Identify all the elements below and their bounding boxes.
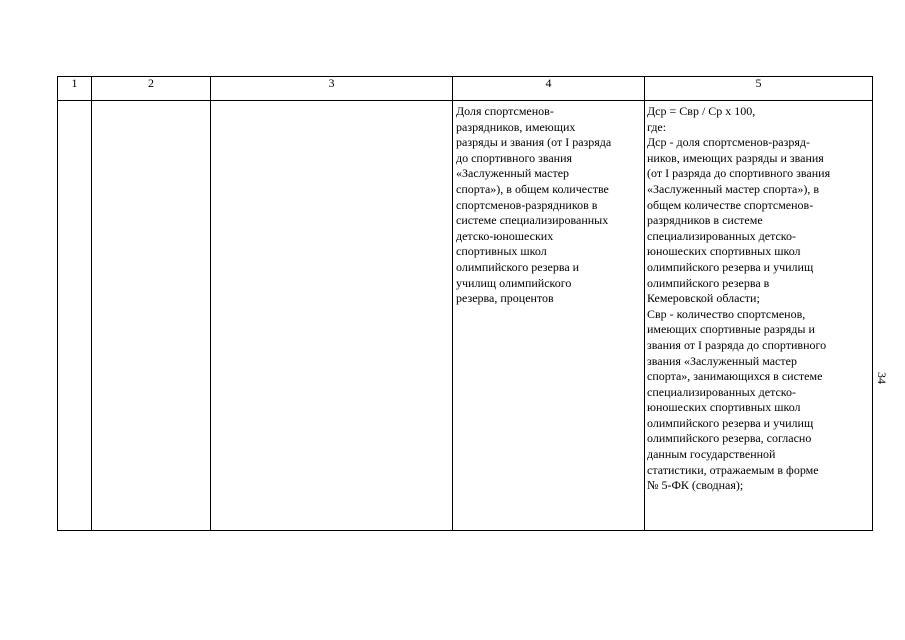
table-cell-formula: [645, 101, 873, 531]
table-cell-col1: [58, 101, 92, 531]
table-cell-indicator-name: [453, 101, 645, 531]
cell-text: [92, 101, 210, 104]
table-header-row: [58, 77, 873, 101]
column-header-3: 3: [211, 77, 453, 101]
column-header-1: 1: [58, 77, 92, 101]
table-row: [58, 101, 873, 531]
cell-text: [211, 101, 452, 104]
column-header-2: 2: [92, 77, 211, 101]
formula-description-text: Дср = Свр / Ср x 100, где: Дср - доля спортсменов-разряд- ников, имеющих разряды и звания (от I разряда до спортивного звания «Заслуженный мастер спорта»), в общем количестве спортсменов- разрядников в системе специализированных детско- юношеских спортивных школ олимпийского резерва и училищ олимпийского резерва в Кемеровской области; Свр - количество спортсменов, имеющих спортивные разряды и звания от I разряда до спортивного звания «Заслуженный мастер спорта», занимающихся в системе специализированных детско- юношеских спортивных школ олимпийского резерва и училищ олимпийского резерва, согласно данным государственной статистики, отражаемым в форме № 5-ФК (сводная);: [647, 104, 831, 493]
indicator-name-text: Доля спортсменов- разрядников, имеющих разряды и звания (от I разряда до спортивного звания «Заслуженный мастер спорта»), в общем количестве спортсменов-разрядников в системе специализированных детско-юношеских спортивных школ олимпийского резерва и училищ олимпийского резерва, процентов: [456, 104, 612, 306]
table-cell-col2: [92, 101, 211, 531]
column-header-4: 4: [453, 77, 645, 101]
column-header-5: 5: [645, 77, 873, 101]
table-cell-col3: [211, 101, 453, 531]
data-table: [57, 76, 873, 531]
cell-text: [58, 101, 91, 104]
page-number: 34: [875, 372, 889, 384]
